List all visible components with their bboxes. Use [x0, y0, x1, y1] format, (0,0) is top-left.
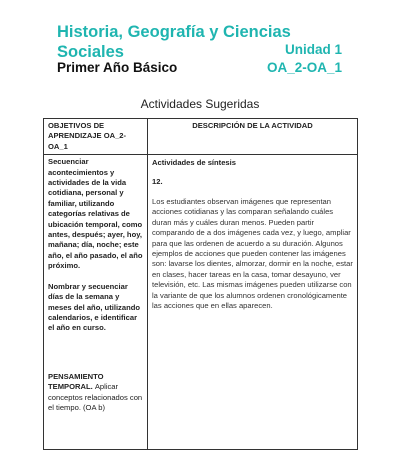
objective-3-text: Aplicar conceptos relacionados con el tiempo. (OA b): [48, 382, 143, 412]
table-row: [44, 155, 358, 450]
activity-number: 12.: [152, 176, 163, 186]
description-cell: [148, 155, 358, 450]
objective-2: Nombrar y secuenciar días de la semana y meses del año, utilizando calendarios, e identificar el año en curso.: [48, 281, 140, 333]
objective-3-label: PENSAMIENTO TEMPORAL.: [48, 371, 104, 392]
grade-label: Primer Año Básico: [57, 60, 178, 75]
unit-label: Unidad 1: [284, 42, 342, 57]
activity-heading: Actividades de síntesis: [152, 158, 236, 168]
table-header-row: [44, 119, 358, 155]
objectives-cell: [44, 155, 148, 450]
activity-text: Los estudiantes observan imágenes que representan acciones cotidianas y las comparan señalando cuáles duran más y cuáles duran menos. Pueden partir comparando de a dos imágenes cada vez, y luego, ampliar para que las ordenen de acuerdo a su duración. Algunos ejemplos de acciones que pueden contener las imágenes son: lavarse los dientes, almorzar, dormir en la noche, estar en clases, hacer tareas en la casa, tomar desayuno, ver televisión, etc. Las mismas imágenes pueden utilizarse con la variante de que los alumnos ordenen cronológicamente las acciones que en ellas aparecen.: [152, 197, 353, 311]
objectives-header: OBJETIVOS DE APRENDIZAJE OA_2-OA_1: [44, 119, 148, 155]
activity-table: [43, 118, 358, 450]
document-title: Historia, Geografía y Ciencias Sociales: [57, 23, 291, 61]
objective-3: [48, 372, 143, 414]
section-title: Actividades Sugeridas: [140, 97, 260, 111]
objective-1: Secuenciar acontecimientos y actividades de la vida cotidiana, personal y familiar, utilizando categorías relativas de ubicación temporal, como antes, después; ayer, hoy, mañana; día, noche; este año, el año pasado, el año próximo.: [48, 157, 143, 271]
description-header: DESCRIPCIÓN DE LA ACTIVIDAD: [148, 119, 358, 155]
objective-code: OA_2-OA_1: [266, 60, 342, 75]
